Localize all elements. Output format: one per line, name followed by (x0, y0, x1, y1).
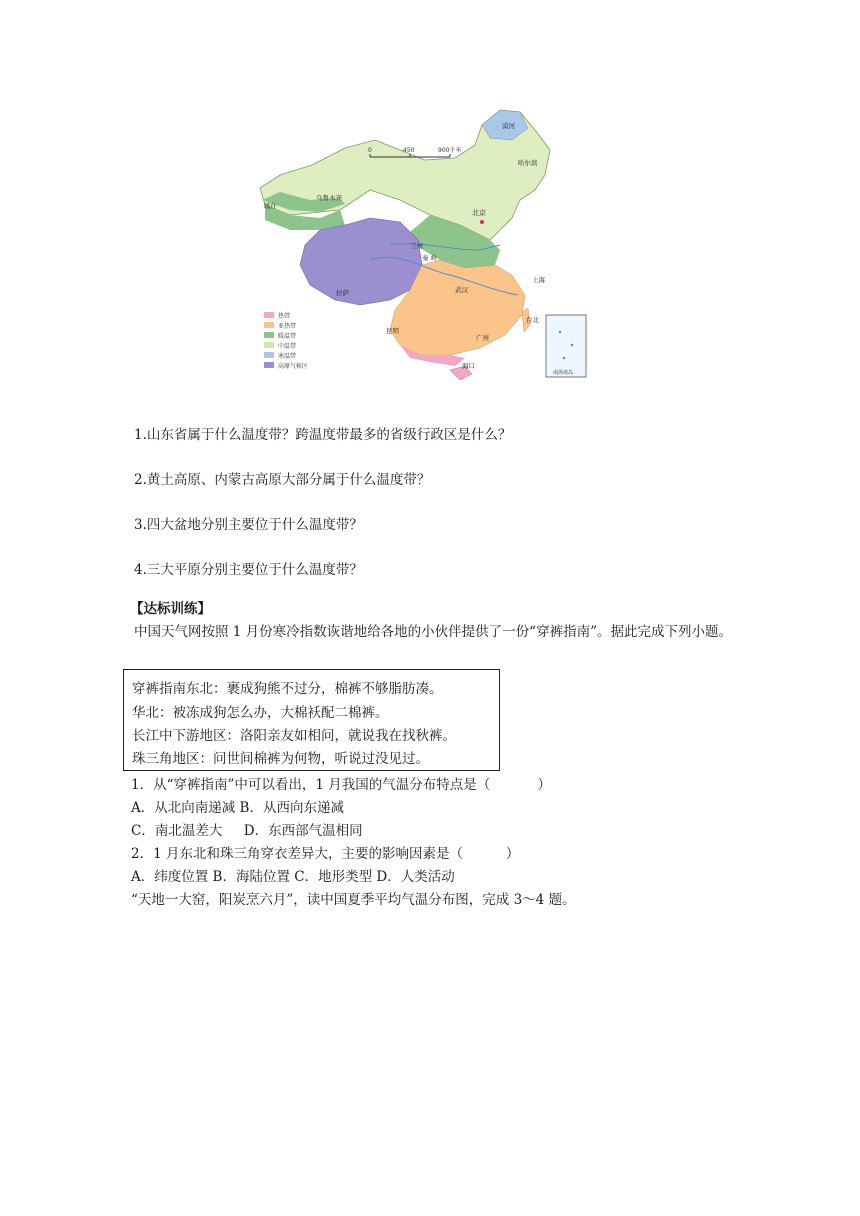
legend-label: 亚热带 (278, 323, 297, 330)
inset-label: 南海诸岛 (553, 370, 574, 376)
city-label: 昆明 (386, 327, 399, 335)
guide-line: 长江中下游地区：洛阳亲友如相问，就说我在找秋裤。 (132, 728, 456, 744)
question-3: 3.四大盆地分别主要位于什么温度带？ (134, 517, 363, 533)
city-label: 海口 (462, 362, 475, 370)
legend-label: 中温带 (278, 343, 297, 350)
practice-question-1: 1．从“穿裤指南”中可以看出，1 月我国的气温分布特点是（ ） (131, 777, 551, 793)
city-label: 秦 岭 (422, 254, 438, 262)
guide-line: 穿裤指南东北：裹成狗熊不过分，棉裤不够脂肪凑。 (132, 681, 443, 697)
city-label: 喀什 (264, 202, 277, 210)
practice-intro: 中国天气网按照 1 月份寒冷指数诙谐地给各地的小伙伴提供了一份“穿裤指南”。据此完成下列小题。 (134, 624, 732, 640)
china-map-svg (250, 100, 595, 385)
next-question-intro: “天地一大窑，阳炭烹六月”，读中国夏季平均气温分布图，完成 3～4 题。 (131, 892, 576, 908)
city-label: 广州 (476, 334, 489, 342)
question-2: 2.黄土高原、内蒙古高原大部分属于什么温度带？ (134, 472, 431, 488)
city-label: 哈尔滨 (518, 159, 538, 167)
legend-label: 寒温带 (278, 353, 297, 360)
city-label: 北京 (472, 209, 486, 217)
guide-line: 珠三角地区：问世间棉裤为何物，听说过没见过。 (132, 751, 429, 767)
city-label: 台北 (526, 316, 539, 324)
scale-label-0: 0 (368, 147, 372, 154)
scale-label-900: 900千米 (438, 147, 462, 154)
scale-label-450: 450 (403, 147, 415, 154)
legend-label: 高原气候区 (278, 363, 309, 370)
city-label: 武汉 (455, 286, 468, 294)
temperature-zone-map (250, 100, 595, 385)
question-4: 4.三大平原分别主要位于什么温度带？ (134, 562, 363, 578)
legend-label: 热带 (278, 313, 291, 320)
city-label: 乌鲁木齐 (316, 194, 342, 202)
practice-q2-options: A．纬度位置 B．海陆位置 C．地形类型 D．人类活动 (131, 869, 455, 885)
guide-line: 华北：被冻成狗怎么办，大棉袄配二棉裤。 (132, 705, 389, 721)
city-label: 上海 (532, 276, 545, 284)
legend-label: 暖温带 (278, 333, 297, 340)
section-heading: 【达标训练】 (130, 601, 211, 617)
city-label: 拉萨 (336, 289, 349, 297)
practice-question-2: 2．1 月东北和珠三角穿衣差异大，主要的影响因素是（ ） (131, 846, 520, 862)
city-label: 漠河 (502, 122, 515, 130)
practice-q1-options-ab: A．从北向南递减 B．从西向东递减 (131, 800, 344, 816)
practice-q1-options-cd: C．南北温差大 D．东西部气温相同 (131, 823, 363, 839)
dressing-guide-box (123, 669, 500, 771)
question-1: 1.山东省属于什么温度带？跨温度带最多的省级行政区是什么？ (134, 427, 512, 443)
city-label: 兰州 (410, 242, 423, 250)
